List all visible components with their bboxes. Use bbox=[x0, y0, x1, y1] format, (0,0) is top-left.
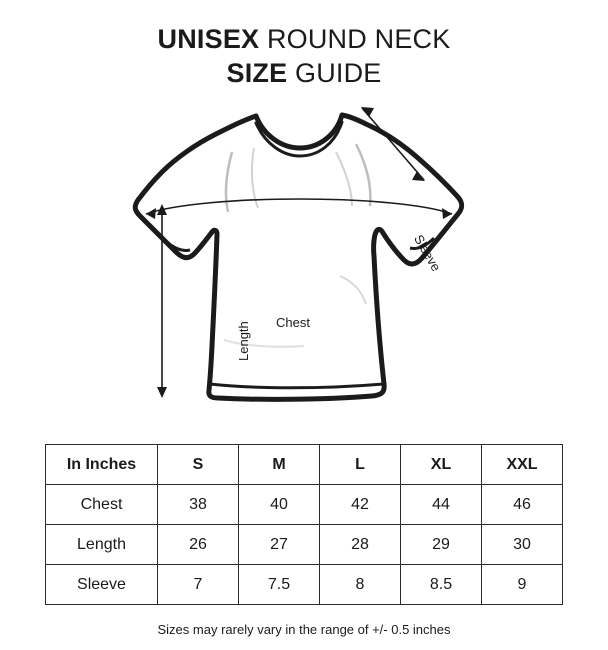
size-table-body bbox=[46, 485, 563, 605]
table-row bbox=[46, 485, 563, 525]
length-s: 26 bbox=[158, 525, 239, 565]
size-chart bbox=[45, 444, 563, 605]
chest-s: 38 bbox=[158, 485, 239, 525]
length-xl: 29 bbox=[401, 525, 482, 565]
chest-xl: 44 bbox=[401, 485, 482, 525]
tshirt-diagram bbox=[0, 96, 608, 416]
sleeve-measure-label: Sleeve bbox=[411, 232, 444, 274]
title-line-1 bbox=[0, 22, 608, 56]
col-header-s: S bbox=[158, 445, 239, 485]
sleeve-s: 7 bbox=[158, 565, 239, 605]
length-measure-label: Length bbox=[236, 321, 251, 361]
sleeve-m: 7.5 bbox=[239, 565, 320, 605]
row-label-length: Length bbox=[46, 525, 158, 565]
sleeve-xl: 8.5 bbox=[401, 565, 482, 605]
page-title bbox=[0, 0, 608, 90]
row-label-chest: Chest bbox=[46, 485, 158, 525]
chest-m: 40 bbox=[239, 485, 320, 525]
chest-measure-label: Chest bbox=[276, 315, 310, 330]
length-m: 27 bbox=[239, 525, 320, 565]
title-line-2-rest: GUIDE bbox=[287, 58, 382, 88]
title-line-1-rest: ROUND NECK bbox=[259, 24, 451, 54]
col-header-unit: In Inches bbox=[46, 445, 158, 485]
size-table-head bbox=[46, 445, 563, 485]
col-header-xl: XL bbox=[401, 445, 482, 485]
title-line-1-strong: UNISEX bbox=[157, 24, 260, 54]
title-line-2-strong: SIZE bbox=[226, 58, 288, 88]
title-line-2 bbox=[0, 56, 608, 90]
length-l: 28 bbox=[320, 525, 401, 565]
sleeve-xxl: 9 bbox=[482, 565, 563, 605]
size-table bbox=[45, 444, 563, 605]
sleeve-l: 8 bbox=[320, 565, 401, 605]
table-header-row bbox=[46, 445, 563, 485]
variance-note: Sizes may rarely vary in the range of +/- 0.5 inches bbox=[157, 622, 451, 637]
length-xxl: 30 bbox=[482, 525, 563, 565]
col-header-l: L bbox=[320, 445, 401, 485]
tshirt-icon bbox=[104, 96, 504, 416]
chest-l: 42 bbox=[320, 485, 401, 525]
col-header-m: M bbox=[239, 445, 320, 485]
table-row bbox=[46, 525, 563, 565]
col-header-xxl: XXL bbox=[482, 445, 563, 485]
table-row bbox=[46, 565, 563, 605]
chest-xxl: 46 bbox=[482, 485, 563, 525]
row-label-sleeve: Sleeve bbox=[46, 565, 158, 605]
